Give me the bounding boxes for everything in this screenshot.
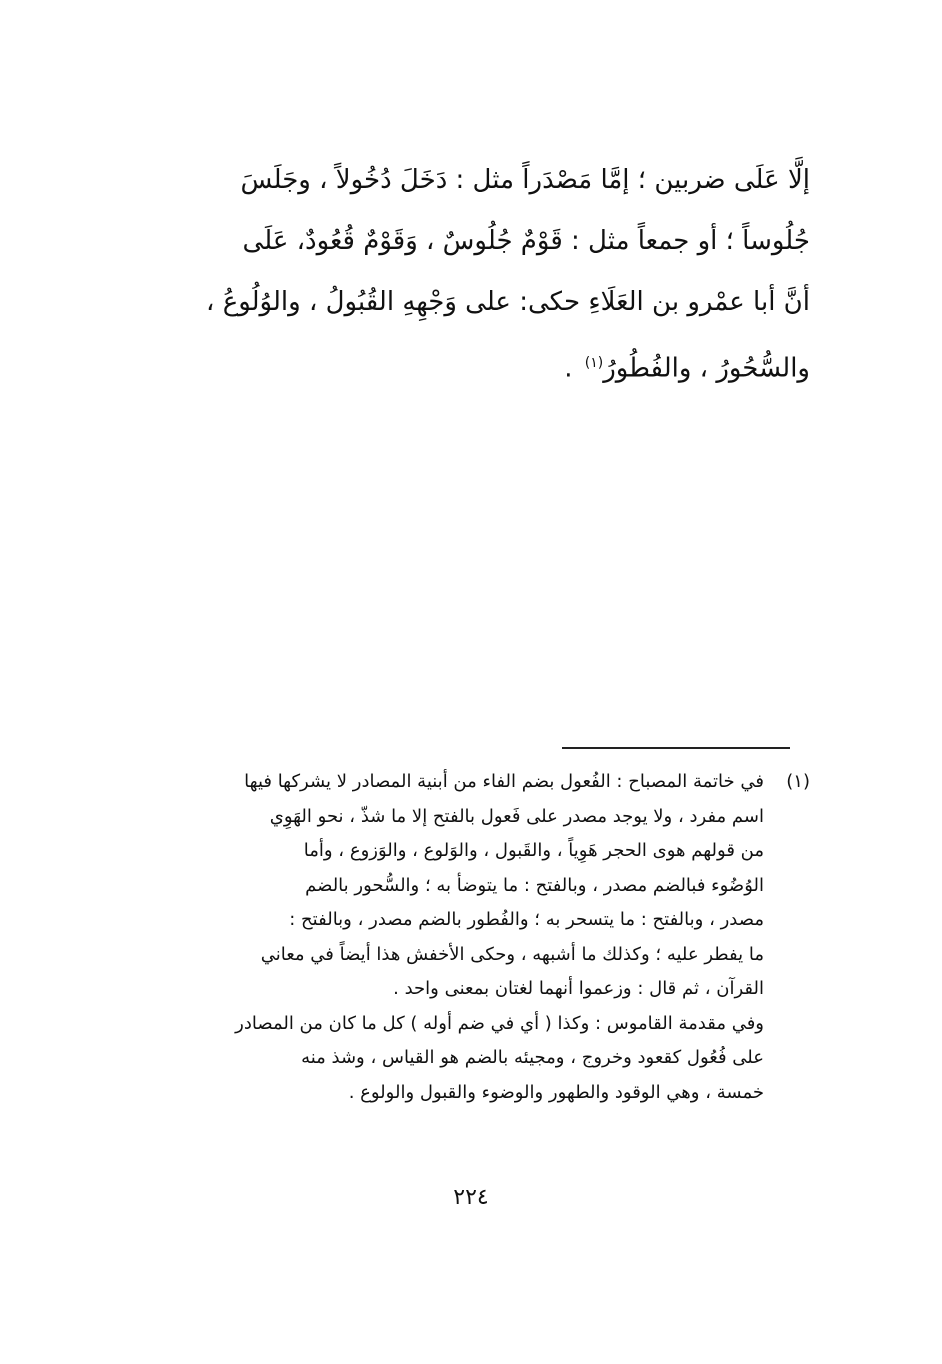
footnote-line: خمسة ، وهي الوقود والطهور والوضوء والقبول والولوع . (348, 1081, 764, 1103)
footnote-body (128, 765, 764, 1110)
footnote-line: وفي مقدمة القاموس : وكذا ( أي في ضم أوله ) كل ما كان من المصادر (235, 1012, 764, 1034)
main-text-line: إلَّا عَلَى ضربين ؛ إمَّا مَصْدَراً مثل : دَخَلَ دُخُولاً ، وجَلَسَ (240, 165, 810, 195)
footnote-line: على فُعُول كقعود وخروج ، ومجيئه بالضم هو القياس ، وشذ منه (301, 1047, 764, 1068)
main-text-line-last (128, 333, 810, 400)
main-text-line: أنَّ أبا عمْرو بن العَلَاءِ حكى: على وَجْهِهِ القُبُولُ ، والوُلُوعُ ، (206, 287, 810, 317)
footnote-line: اسم مفرد ، ولا يوجد مصدر على فَعول بالفتح إلا ما شذّ ، نحو الهَوِي (269, 805, 764, 827)
footnote-line: مصدر ، وبالفتح : ما يتسحر به ؛ والفُطور بالضم مصدر ، وبالفتح : (289, 909, 764, 930)
main-text-line: جُلُوساً ؛ أو جمعاً مثل : قَوْمٌ جُلُوسٌ ، وَقَوْمٌ قُعُودٌ، عَلَى (242, 226, 810, 256)
footnote-line: في خاتمة المصباح : الفُعول بضم الفاء من أبنية المصادر لا يشركها فيها (244, 771, 764, 792)
sentence-end: . (564, 353, 573, 384)
main-text-block (128, 150, 810, 400)
footnote-number: (١) (786, 771, 810, 792)
footnote-line: القرآن ، ثم قال : وزعموا أنهما لغتان بمعنى واحد . (393, 978, 764, 999)
footnote-reference: (١) (584, 355, 604, 371)
main-text-line-content: والسُّحُورُ ، والفُطُورُ (603, 353, 810, 384)
footnote-line: الوُضُوء فبالضم مصدر ، وبالفتح : ما يتوضأ به ؛ والسُّحور بالضم (305, 874, 764, 896)
page-number: ٢٢٤ (453, 1185, 489, 1210)
footnote-block (128, 765, 810, 1110)
footnote-row (128, 765, 810, 1110)
footnote-line: ما يفطر عليه ؛ وكذلك ما أشبهه ، وحكى الأخفش هذا أيضاً في معاني (260, 943, 764, 965)
footnote-separator-rule (562, 747, 790, 749)
footnote-line: من قولهم هوى الحجر هَوِياً ، والقَبول ، والوَلوع ، والوَزوع ، وأما (303, 840, 764, 861)
